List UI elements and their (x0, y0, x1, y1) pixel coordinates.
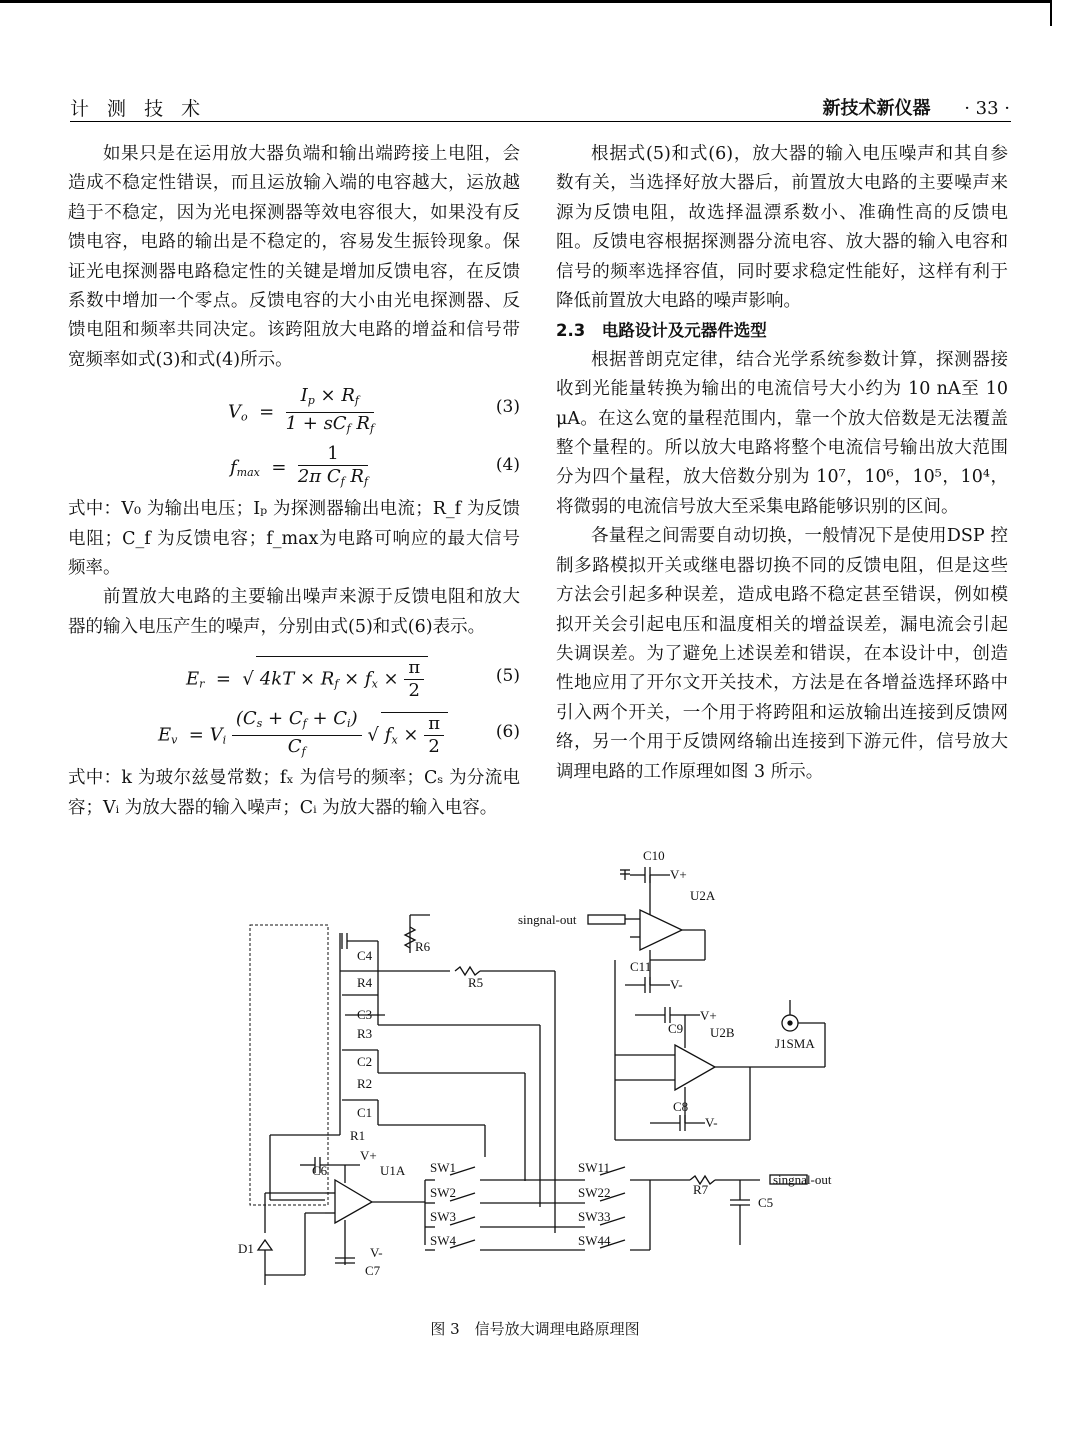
label-r4: R4 (357, 975, 373, 990)
label-r1: R1 (350, 1128, 366, 1143)
label-sw3: SW3 (430, 1209, 456, 1224)
label-sw33: SW33 (578, 1209, 611, 1224)
paragraph: 根据式(5)和式(6)，放大器的输入电压噪声和其自参数有关，当选择好放大器后，前置放大电路的主要噪声来源为反馈电阻，故选择温漂系数小、准确性高的反馈电阻。反馈电容根据探测器分流电容、放大器的输入电容和信号的频率选择容值，同时要求稳定性能好，这样有利于降低前置放大电路的噪声影响。 (556, 144, 1008, 312)
label-c7: C7 (365, 1263, 381, 1278)
label-r7: R7 (693, 1182, 709, 1197)
label-vplus: V+ (670, 867, 687, 882)
journal-name: 计 测 技 术 (70, 98, 207, 120)
label-j1sma: J1SMA (775, 1036, 815, 1051)
equation-5: $E_r$ = √ $4kT \times R_f \times f_x$ × $\frac{\pi}{2}$ (5) (186, 657, 520, 702)
label-u2a: U2A (690, 888, 716, 903)
paragraph: 各量程之间需要自动切换，一般情况下是使用DSP 控制多路模拟开关或继电器切换不同的反馈电阻，但是这些方法会引起多种误差，造成电路不稳定甚至错误，例如模拟开关会引起电压和温度相关的增益误差，漏电流会引起失调误差。为了避免上述误差和错误，在本设计中，创造性地应用了开尔文开关技术，方法是在各增益选择环路中引入两个开关，一个用于将跨阻和运放输出连接到反馈网络，另一个用于反馈网络输出连接到下游元件，信号放大调理电路的工作原理如图 3 所示。 (556, 526, 1008, 782)
paragraph: 如果只是在运用放大器负端和输出端跨接上电阻，会造成不稳定性错误，而且运放输入端的电容越大，运放越趋于不稳定，因为光电探测器等效电容很大，如果没有反馈电容，电路的输出是不稳定的，容易发生振铃现象。保证光电探测器电路稳定性的关键是增加反馈电容，在反馈系数中增加一个零点。反馈电容的大小由光电探测器、反馈电阻和频率共同决定。该跨阻放大电路的增益和信号带宽频率如式(3)和式(4)所示。 (68, 144, 520, 370)
label-sw2: SW2 (430, 1185, 456, 1200)
label-signal-out: singnal-out (773, 1172, 832, 1187)
label-u2b: U2B (710, 1025, 735, 1040)
label-signal-in: singnal-out (518, 912, 577, 927)
figure-caption: 图 3 信号放大调理电路原理图 (430, 1320, 640, 1338)
section-name: 新技术新仪器 (822, 98, 931, 119)
label-sw1: SW1 (430, 1160, 456, 1175)
label-vminus: V- (670, 977, 683, 992)
equation-6: $E_v = V_i$ $\frac{(C_s + C_f + C_i)}{C_f}$ √ $f_x$ × $\frac{\pi}{2}$ (6) (158, 708, 520, 759)
section-heading: 2.3 电路设计及元器件选型 (556, 321, 767, 341)
label-c9: C9 (668, 1021, 684, 1036)
label-c11: C11 (630, 959, 652, 974)
left-column (68, 140, 520, 823)
equation-number: (6) (495, 722, 520, 743)
label-sw44: SW44 (578, 1233, 611, 1248)
label-r2: R2 (357, 1076, 373, 1091)
paragraph: 式中：V₀ 为输出电压；Iₚ 为探测器输出电流；R_f 为反馈电阻；C_f 为反馈电容；f_max为电路可响应的最大信号频率。 (68, 499, 520, 579)
corner-mark (1050, 0, 1052, 26)
label-u1a: U1A (380, 1163, 406, 1178)
right-column (556, 140, 1008, 787)
label-vplus-2: V+ (700, 1008, 717, 1023)
label-sw4: SW4 (430, 1233, 456, 1248)
paragraph: 前置放大电路的主要输出噪声来源于反馈电阻和放大器的输入电压产生的噪声，分别由式(5)和式(6)表示。 (68, 587, 520, 637)
label-r3: R3 (357, 1026, 373, 1041)
header-right (822, 94, 1010, 120)
page-header (70, 94, 1010, 120)
equation-4: $f_{max}$ = $\frac{1}{2\pi C_f R_f}$ (4) (230, 443, 520, 489)
label-c1: C1 (357, 1105, 373, 1120)
label-sw22: SW22 (578, 1185, 611, 1200)
equation-number: (4) (495, 455, 520, 476)
label-c5: C5 (758, 1195, 774, 1210)
paragraph: 根据普朗克定律，结合光学系统参数计算，探测器接收到光能量转换为输出的电流信号大小约为 10 nA至 10 μA。在这么宽的量程范围内，靠一个放大倍数是无法覆盖整个量程的。所以放大电路将整个电流信号输出放大范围分为四个量程，放大倍数分别为 10⁷，10⁶，10⁵，10⁴，将微弱的电流信号放大至采集电路能够识别的区间。 (556, 349, 1008, 517)
label-r5: R5 (468, 975, 484, 990)
label-sw11: SW11 (578, 1160, 611, 1175)
label-r6: R6 (415, 939, 431, 954)
equation-number: (5) (495, 666, 520, 687)
equation-number: (3) (495, 397, 520, 418)
label-d1: D1 (238, 1241, 254, 1256)
label-vminus-3: V- (370, 1245, 383, 1260)
label-vplus-3: V+ (360, 1148, 377, 1163)
circuit-diagram (230, 845, 850, 1305)
label-c4: C4 (357, 948, 373, 963)
label-c3: C3 (357, 1007, 373, 1022)
label-c10: C10 (643, 848, 665, 863)
top-border (0, 0, 1050, 3)
label-c6: C6 (312, 1163, 328, 1178)
equation-3: $V_o$ = $\frac{I_p \times R_f}{1 + sC_f R_f}$ (3) (228, 385, 520, 436)
paragraph: 式中：k 为玻尔兹曼常数；fₓ 为信号的频率；Cₛ 为分流电容；Vᵢ 为放大器的输入噪声；Cᵢ 为放大器的输入电容。 (68, 768, 520, 818)
label-c8: C8 (673, 1099, 689, 1114)
header-rule (70, 121, 1011, 122)
label-c2: C2 (357, 1054, 373, 1069)
label-vminus-2: V- (705, 1115, 718, 1130)
page-number: · 33 · (964, 98, 1010, 119)
